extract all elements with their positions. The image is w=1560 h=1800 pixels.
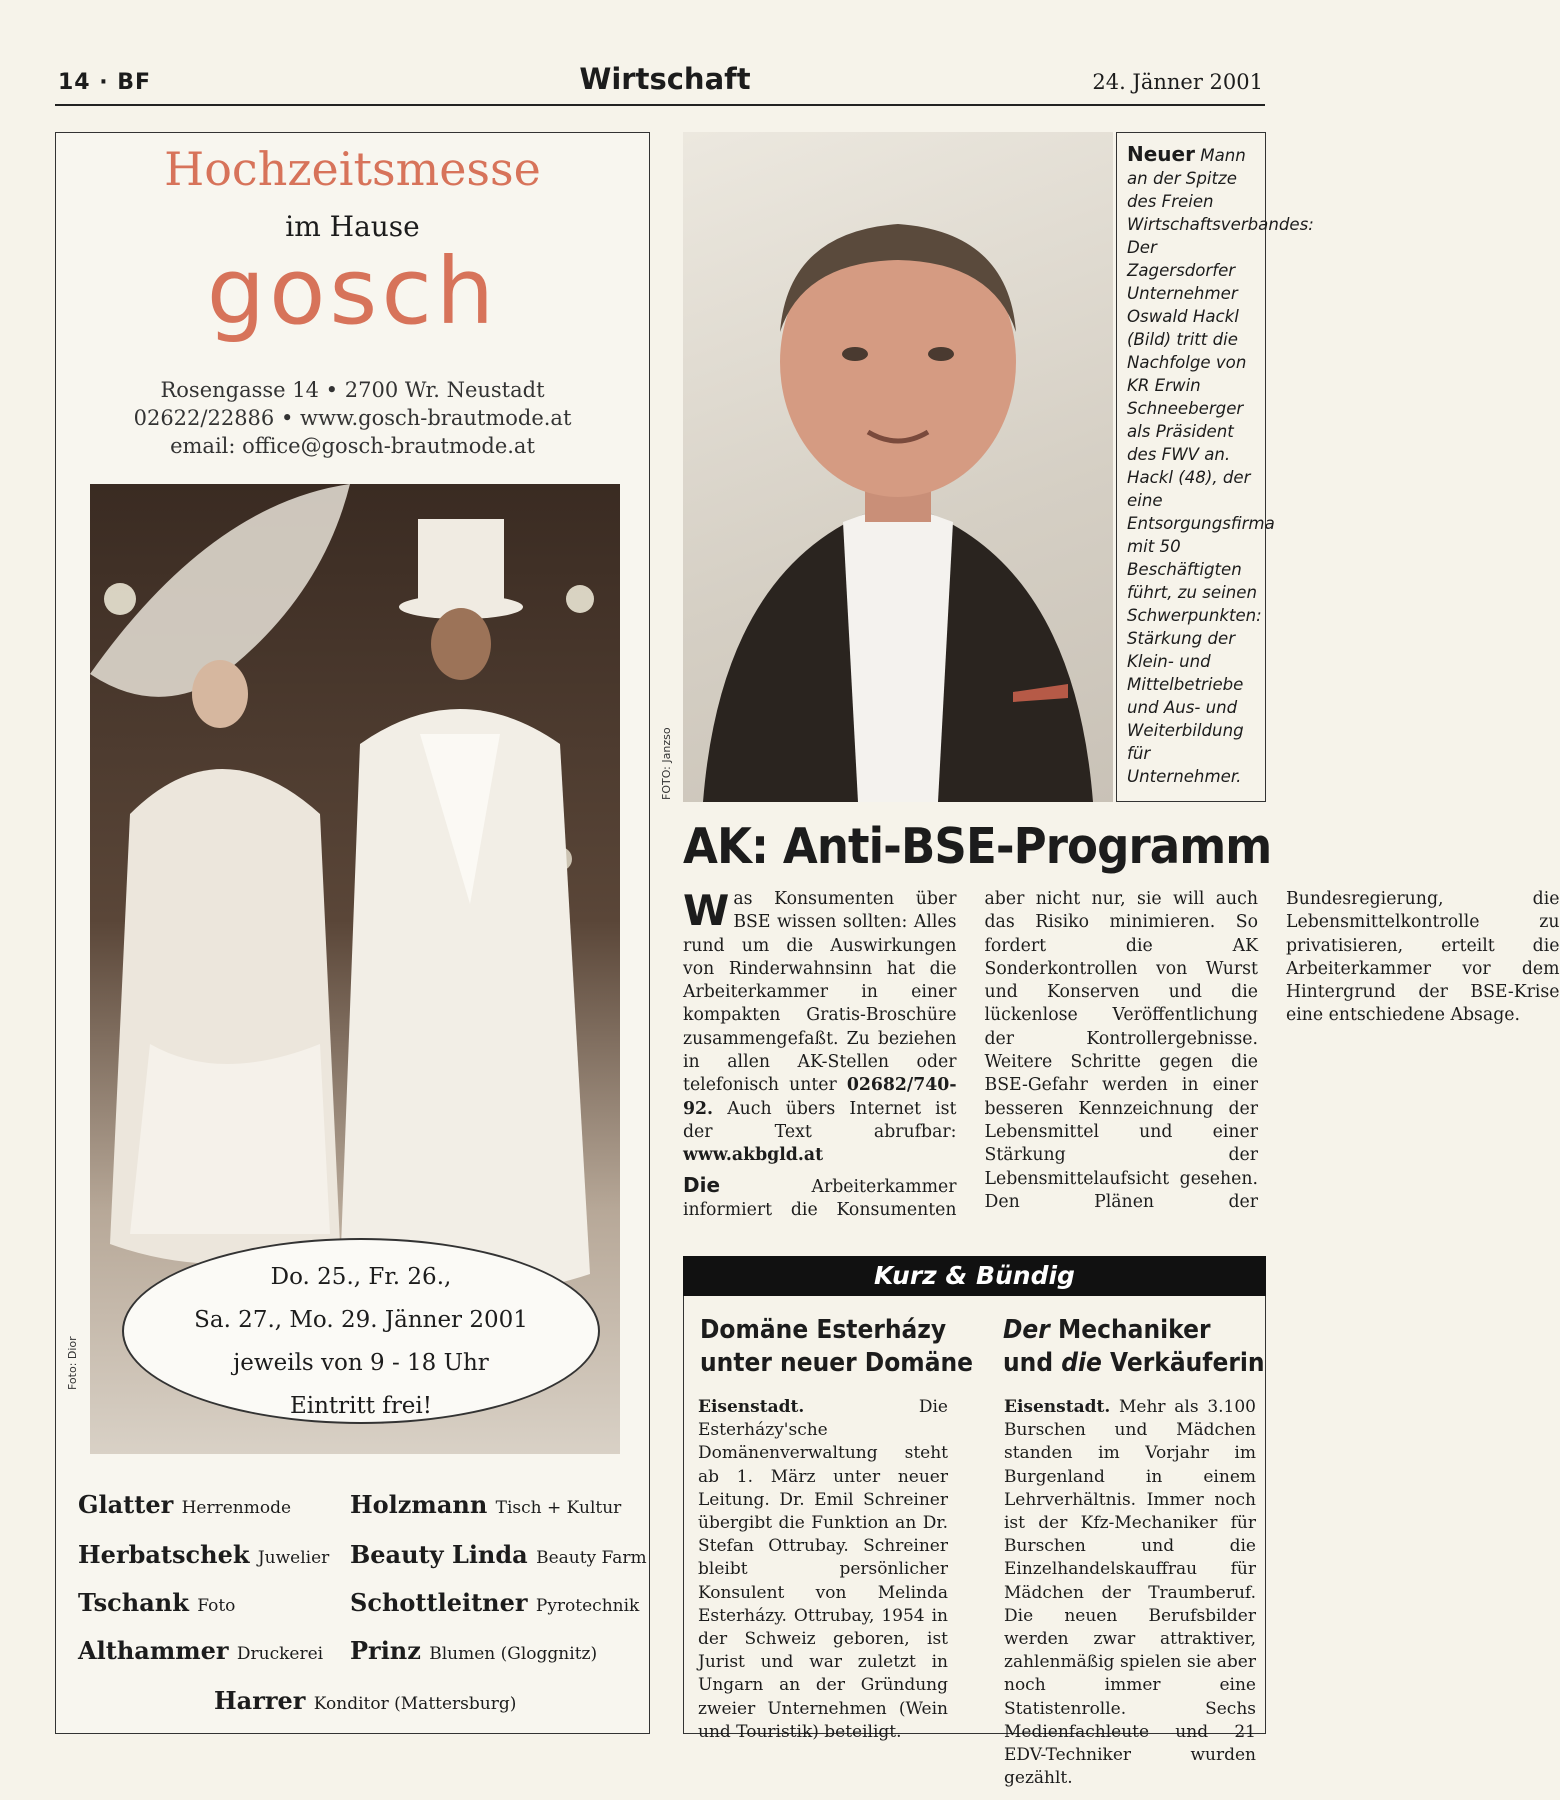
partner-item: Tschank Foto (78, 1588, 236, 1617)
ad-email: email: office@gosch-brautmode.at (170, 434, 535, 458)
kurz-buendig-bar: Kurz & Bündig (683, 1256, 1266, 1296)
news-left-headline-1: Domäne Esterházy (700, 1315, 947, 1345)
partner-item: Holzmann Tisch + Kultur (350, 1490, 622, 1519)
ad-phone-web: 02622/22886 • www.gosch-brautmode.at (133, 406, 572, 430)
gosch-logo: gosch (206, 238, 499, 345)
caption-lead: Neuer (1127, 142, 1195, 166)
article-paragraph-1b: Auch übers Internet ist der Text abrufbar: (683, 1098, 957, 1142)
ad-address: Rosengasse 14 • 2700 Wr. Neustadt (160, 378, 545, 402)
fair-dates-oval (122, 1238, 600, 1424)
fair-dates-line1: Do. 25., Fr. 26., (270, 1264, 452, 1290)
fair-dates-line3: jeweils von 9 - 18 Uhr (233, 1350, 489, 1376)
header-rule (55, 104, 1265, 106)
article-paragraph-2: Arbeiterkammer informiert die Konsumenten aber nicht nur, sie will auch das Risiko minimieren. So fordert die AK Sonderkontrollen von Wurst und Konserven und die lückenlose Veröffentlichung der Kontrollergebnisse. Weitere Schritte gegen die BSE-Gefahr werden in einer besseren Kennzeichnung der Lebensmittel und einer Stärkung der Lebensmittelaufsicht gesehen. Den Plänen der Bundesregierung, die Lebensmittelkontrolle zu privatisieren, erteilt die Arbeiterkammer vor dem Hintergrund der BSE-Krise eine entschiedene Absage. (683, 889, 1560, 1220)
portrait-caption (1116, 132, 1314, 802)
article-dropcap: W (683, 886, 730, 935)
news-left-headline-2: unter neuer Domäne (700, 1348, 974, 1378)
news-right-headline-2: und die Verkäuferin (1003, 1348, 1265, 1378)
issue-date: 24. Jänner 2001 (1092, 70, 1263, 94)
page-section-label: 14 · BF (58, 70, 152, 95)
ad-subtitle: im Hause (285, 210, 420, 243)
article-url: www.akbgld.at (683, 1145, 824, 1166)
article-lead-word: Die (683, 1172, 721, 1197)
news-right-place: Eisenstadt. (1004, 1397, 1111, 1417)
ad-title: Hochzeitsmesse (164, 142, 541, 196)
partner-item: Prinz Blumen (Gloggnitz) (350, 1636, 598, 1665)
fair-dates-line4: Eintritt frei! (289, 1393, 433, 1419)
news-right-headline-1: Der Mechaniker (1003, 1315, 1211, 1345)
partner-item: Glatter Herrenmode (78, 1490, 292, 1519)
partner-item: Schottleitner Pyrotechnik (350, 1588, 640, 1617)
partner-item: Beauty Linda Beauty Farm (350, 1540, 647, 1569)
article-paragraph-1: as Konsumenten über BSE wissen sollten: Alles rund um die Auswirkungen von Rinderwahnsinn hat die Arbeiterkammer in einer kompakten Gratis-Broschüre zusammengefaßt. Zu beziehen in allen AK-Stellen oder telefonisch unter (683, 889, 957, 1096)
news-right-text (1004, 1396, 1256, 1789)
article-phone: 02682/740-92. (683, 1075, 957, 1119)
partner-item: Harrer Konditor (Mattersburg) (214, 1686, 517, 1715)
portrait-credit: FOTO: Janzso (660, 727, 673, 800)
department-title: Wirtschaft (579, 62, 751, 96)
article-headline: AK: Anti-BSE-Programm (683, 818, 1272, 875)
portrait-photo (683, 132, 1113, 802)
article-column-1 (683, 886, 1560, 1233)
partner-item: Althammer Druckerei (78, 1636, 324, 1665)
news-left-body: Die Esterházy'sche Domänenverwaltung steht ab 1. März unter neuer Leitung. Dr. Emil Schreiner übergibt die Funktion an Dr. Stefan Ottrubay. Schreiner bleibt persönlicher Konsulent von Melinda Esterházy. Ottrubay, 1954 in der Schweiz geboren, ist Jurist und war zuletzt in Ungarn an der Gründung zweier Unternehmen (Wein und Touristik) beteiligt. (698, 1397, 948, 1742)
partner-item: Herbatschek Juwelier (78, 1540, 330, 1569)
fair-dates-line2: Sa. 27., Mo. 29. Jänner 2001 (194, 1307, 528, 1333)
ad-photo-credit: Foto: Dior (66, 1336, 79, 1390)
caption-text: Mann an der Spitze des Freien Wirtschaftsverbandes: Der Zagersdorfer Unternehmer Oswald Hackl (Bild) tritt die Nachfolge von KR Erwin Schneeberger als Präsident des FWV an. Hackl (48), der eine Entsorgungsfirma mit 50 Beschäftigten führt, zu seinen Schwerpunkten: Stärkung der Klein- und Mittelbetriebe und Aus- und Weiterbildung für Unternehmer. (1127, 146, 1314, 786)
news-left-place: Eisenstadt. (698, 1397, 805, 1417)
news-right-body: Mehr als 3.100 Burschen und Mädchen standen im Vorjahr im Burgenland in einem Lehrverhältnis. Immer noch ist der Kfz-Mechaniker für Burschen und die Einzelhandelskauffrau für Mädchen der Traumberuf. Die neuen Berufsbilder werden zwar attraktiver, zahlenmäßig spielen sie aber noch immer eine Statistenrolle. Sechs Medienfachleute und 21 EDV-Techniker wurden gezählt. (1004, 1397, 1256, 1789)
news-left-text (698, 1396, 948, 1742)
